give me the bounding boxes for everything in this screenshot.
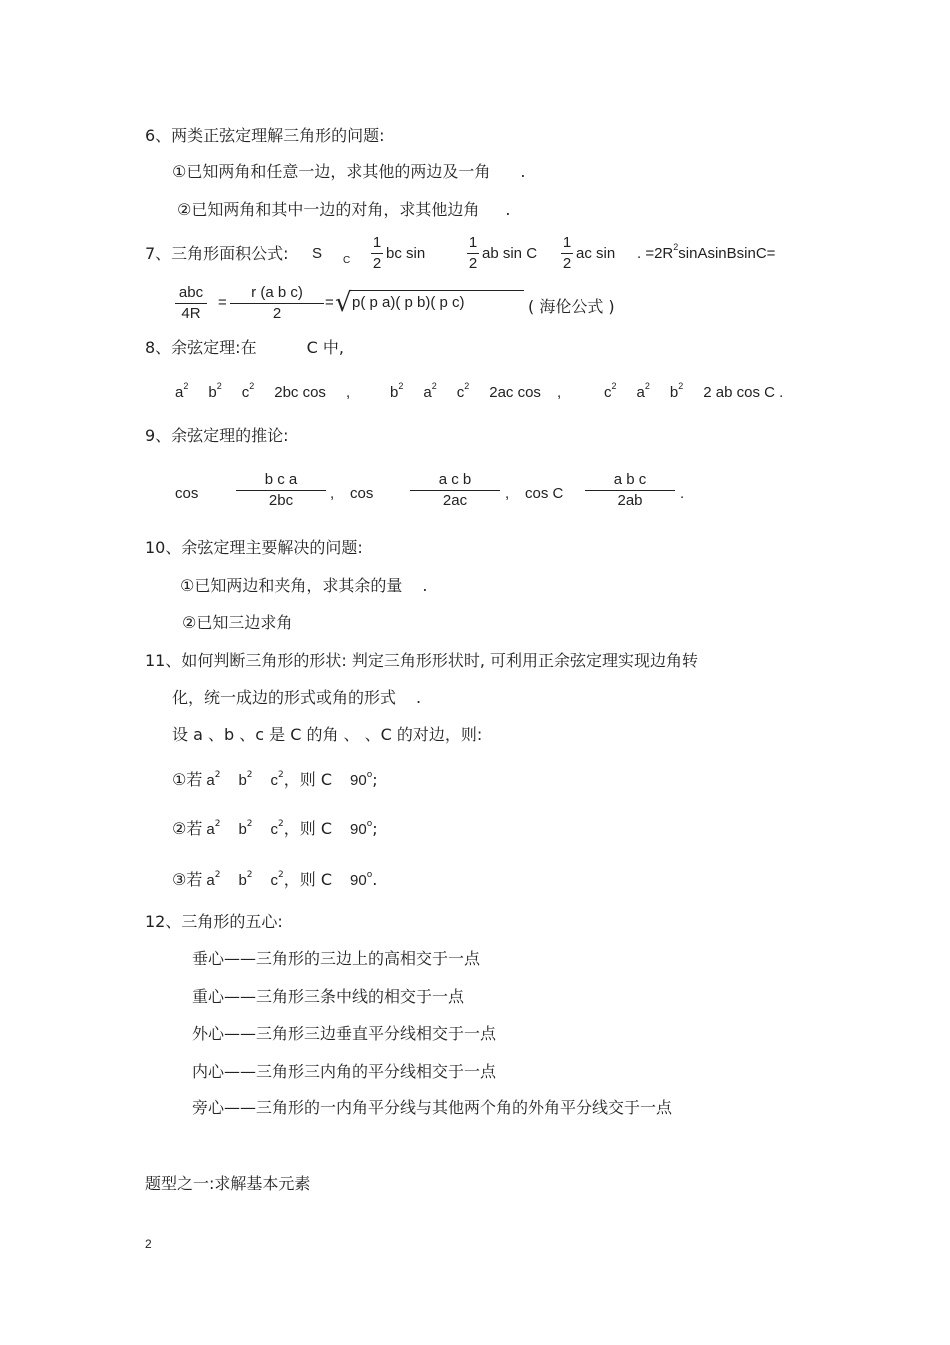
centroid-line: 重心——三角形三条中线的相交于一点: [192, 987, 465, 1006]
cos-label-1: cos: [175, 485, 199, 502]
section-8-title: 8、余弦定理:在 C 中,: [145, 338, 344, 357]
abc-over-4R: abc 4R: [175, 284, 207, 323]
section-11-setup: 设 a 、b 、c 是 C 的角 、 、C 的对边，则:: [172, 725, 483, 744]
heron-label: ( 海伦公式 ): [528, 297, 615, 316]
area-term-4: . $=2R^2sinAsinBsinC=$: [637, 242, 776, 262]
area-subscript: C: [343, 255, 351, 266]
item-text: ①已知两角和任意一边，求其他的两边及一角: [172, 162, 491, 181]
heron-radicand: p( p a)( p b)( p c): [352, 294, 465, 311]
section-12-title: 12、三角形的五心:: [145, 912, 283, 931]
area-symbol: S: [312, 245, 323, 262]
area-term-2: ab sin C: [482, 245, 538, 262]
comma: ,: [330, 485, 335, 502]
sqrt-icon: √: [335, 288, 352, 318]
rule-1: ①若 $a^2$ $b^2$ $c^2$，则 C 90$^o$;: [172, 769, 378, 789]
area-term-3: ac sin: [576, 245, 616, 262]
period: .: [520, 162, 526, 181]
section-6-item-2: [177, 200, 510, 220]
question-type-heading: 题型之一:求解基本元素: [145, 1174, 311, 1193]
page-number: 2: [145, 1237, 152, 1251]
cosine-law-1: $a^2$ $b^2$ $c^2$ 2bc cos ,: [175, 381, 351, 401]
equals-1: =: [218, 294, 227, 311]
cos-label-2: cos: [350, 485, 374, 502]
section-10-item-1: ①已知两边和夹角，求其余的量 .: [180, 576, 428, 595]
section-7-title: 7、三角形面积公式:: [145, 244, 289, 263]
half-fraction-3: 1 2: [562, 234, 572, 272]
comma: ,: [505, 485, 510, 502]
section-10-title: 10、余弦定理主要解决的问题:: [145, 538, 363, 557]
rule-3: ③若 $a^2$ $b^2$ $c^2$，则 C 90$^o$.: [172, 869, 378, 889]
circumcenter-line: 外心——三角形三边垂直平分线相交于一点: [192, 1024, 497, 1043]
period: .: [680, 485, 685, 502]
cosine-law-3: $c^2$ $a^2$ $b^2$ 2 ab cos C .: [604, 381, 784, 401]
rule-2: ②若 $a^2$ $b^2$ $c^2$，则 C 90$^o$;: [172, 818, 378, 838]
section-10-item-2: ②已知三边求角: [182, 613, 293, 632]
section-9-title: 9、余弦定理的推论:: [145, 426, 289, 445]
cosine-law-2: $b^2$ $a^2$ $c^2$ 2ac cos ,: [390, 381, 562, 401]
cos-label-3: cos C: [525, 485, 564, 502]
area-term-1: bc sin: [386, 245, 426, 262]
half-fraction-1: 1 2: [372, 234, 382, 272]
half-fraction-2: 1 2: [468, 234, 478, 272]
cos-fraction-3: a b c 2ab: [585, 471, 675, 510]
cos-fraction-2: a c b 2ac: [410, 471, 500, 510]
excenter-line: 旁心——三角形的一内角平分线与其他两个角的外角平分线交于一点: [192, 1098, 673, 1117]
incenter-line: 内心——三角形三内角的平分线相交于一点: [192, 1062, 497, 1081]
equals-2: =: [325, 294, 334, 311]
section-11-title: 11、如何判断三角形的形状: 判定三角形形状时, 可利用正余弦定理实现边角转: [145, 651, 699, 670]
cos-fraction-1: b c a 2bc: [236, 471, 326, 510]
period: .: [505, 200, 511, 219]
orthocenter-line: 垂心——三角形的三边上的高相交于一点: [192, 949, 481, 968]
item-text: ②已知两角和其中一边的对角，求其他边角: [177, 200, 480, 219]
section-6-item-1: [172, 162, 525, 182]
section-11-continuation: 化，统一成边的形式或角的形式 .: [172, 688, 422, 707]
section-6-title: 6、两类正弦定理解三角形的问题:: [145, 126, 385, 145]
r-fraction: r (a b c) 2: [230, 284, 324, 323]
